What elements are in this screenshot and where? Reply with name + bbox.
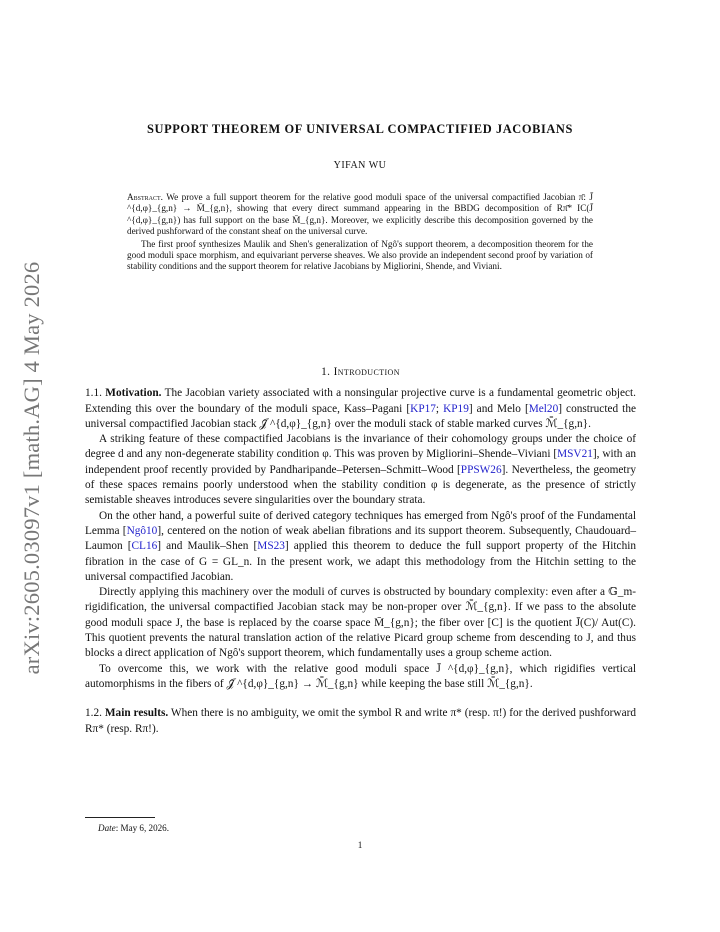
citation-link[interactable]: CL16 bbox=[131, 540, 158, 553]
citation-link[interactable]: Mel20 bbox=[528, 402, 559, 415]
subsection-number: 1.1. bbox=[85, 387, 102, 400]
motivation-paragraph-1: 1.1. Motivation. The Jacobian variety associated with a nonsingular projective curve is a fundamental geometric object. Extending this over the boundary of the moduli space, Kass–Pagani [KP17; KP19] and Melo [Mel20] constructed the universal compactified Jacobian stack 𝒥̄ ^{d,φ}_{g,n} over the moduli stack of stable marked curves ℳ̄_{g,n}. bbox=[85, 387, 636, 430]
paper-title: SUPPORT THEOREM OF UNIVERSAL COMPACTIFIED JACOBIANS bbox=[147, 122, 573, 136]
citation-link[interactable]: Ngô10 bbox=[126, 524, 158, 537]
section-number: 1. bbox=[321, 366, 331, 378]
section-heading bbox=[85, 365, 636, 380]
abstract-paragraph-2: The first proof synthesizes Maulik and Shen's generalization of Ngô's support theorem, a decomposition theorem for the good moduli space morphism, and equivariant perverse sheaves. We also provide an independent second proof by variation of stability conditions and the support theorem for relative Jacobians by Migliorini, Shende, and Viviani. bbox=[127, 238, 593, 272]
subsection-number: 1.2. bbox=[85, 707, 102, 720]
paragraph-text: The Jacobian variety associated with a nonsingular projective curve is a fundamental geometric object. Extending this over the boundary of the moduli space, Kass–Pagani bbox=[85, 387, 636, 415]
paragraph-text: On the other hand, a powerful suite of derived category techniques has emerged from Ngô's proof of the Fundamental Lemma [ bbox=[85, 509, 636, 537]
main-body bbox=[85, 365, 636, 737]
motivation-paragraph-3 bbox=[85, 509, 636, 585]
paragraph-text: ] and Melo [ bbox=[468, 402, 529, 415]
paragraph-text: ]. Nevertheless, the geometry of these spaces remains poorly understood when the stability condition φ is degenerate, as the presence of strictly semistable sheaves introduces severe singularities over the boundary strata. bbox=[85, 463, 636, 507]
paragraph-text: ], centered on the notion of weak abelian fibrations and its support theorem. Subsequently, Chaudouard–Laumon [ bbox=[85, 524, 636, 553]
citation-link[interactable]: MS23 bbox=[257, 540, 285, 553]
abstract-label: Abstract. bbox=[127, 192, 163, 202]
motivation-paragraph-2 bbox=[85, 432, 636, 508]
abstract bbox=[127, 192, 593, 273]
paragraph-text: ], with an independent proof recently provided by Pandharipande–Petersen–Schmitt–Wood [ bbox=[85, 448, 636, 476]
page-number: 1 bbox=[357, 840, 363, 850]
citation-link[interactable]: PPSW26 bbox=[460, 463, 502, 476]
paragraph-text: A striking feature of these compactified Jacobians is the invariance of their cohomology groups under the choice of degree d and any non-degenerate stability condition φ. This was proven by Migliorini–Shende–Viviani [ bbox=[85, 433, 636, 461]
subsection-title: Main results. bbox=[104, 707, 169, 720]
paragraph-text: ] and Maulik–Shen [ bbox=[157, 540, 258, 553]
section-title: Introduction bbox=[333, 366, 400, 378]
citation-link[interactable]: MSV21 bbox=[557, 448, 593, 461]
citation-link[interactable]: KP17 bbox=[410, 402, 436, 415]
footnote-text: : May 6, 2026. bbox=[115, 823, 169, 833]
abstract-text-1: We prove a full support theorem for the relative good moduli space of the universal compactified Jacobian π̄: J̄ ^{d,φ}_{g,n} → M̄_{g,n}, showing that every direct summand appearing in the BBDG decomposition of Rπ̄* IC(J̄ ^{d,φ}_{g,n}) has full support on the base M̄_{g,n}. Moreover, we explicitly describe this decomposition governed by the derived pushforward of the constant sheaf on the universal curve. bbox=[127, 192, 593, 237]
footnote-label: Date bbox=[98, 823, 116, 833]
paragraph-text: When there is no ambiguity, we omit the symbol R and write π* (resp. π!) for the derived pushforward Rπ* (resp. Rπ!). bbox=[85, 707, 636, 735]
motivation-paragraph-5: To overcome this, we work with the relative good moduli space J̄ ^{d,φ}_{g,n}, which rigidifies vertical automorphisms in the fibers of 𝒥̄ ^{d,φ}_{g,n} → ℳ̄_{g,n} while keeping the base still ℳ̄_{g,n}. bbox=[85, 662, 636, 690]
arxiv-identifier bbox=[12, 248, 52, 688]
paragraph-text: ] applied this theorem to deduce the full support property of the Hitchin fibration in the case of G = GL_n. In the present work, we adapt this methodology from the Hitchin setting to the universal compactified Jacobian. bbox=[85, 540, 637, 583]
paragraph-text: ] constructed the universal compactified Jacobian stack 𝒥̄ ^{d,φ}_{g,n} over the moduli stack of stable marked curves ℳ̄_{g,n}. bbox=[85, 402, 636, 430]
abstract-paragraph-1 bbox=[127, 192, 593, 238]
paper-author: YIFAN WU bbox=[333, 160, 387, 171]
main-results-paragraph bbox=[85, 706, 636, 737]
footnote-rule bbox=[85, 817, 155, 818]
citation-link[interactable]: KP19 bbox=[443, 402, 469, 415]
footnote bbox=[98, 823, 169, 833]
subsection-title: Motivation. bbox=[105, 387, 162, 400]
arxiv-identifier-text: arXiv:2605.03097v1 [math.AG] 4 May 2026 bbox=[19, 261, 44, 675]
motivation-paragraph-4: Directly applying this machinery over the moduli of curves is obstructed by boundary complexity: even after a 𝔾_m-rigidification, the universal compactified Jacobian stack may be non-proper over ℳ̄_{g,n}. If we pass to the absolute good moduli space J, the base is replaced by the coarse space M̄_{g,n}; the fiber over [C] is the quotient J̄(C)/ Aut(C). This quotient prevents the natural translation action of the relative Picard group scheme from descending to J, and thus blocks a direct application of Ngô's support theorem, which fundamentally uses a group scheme action. bbox=[85, 586, 636, 660]
